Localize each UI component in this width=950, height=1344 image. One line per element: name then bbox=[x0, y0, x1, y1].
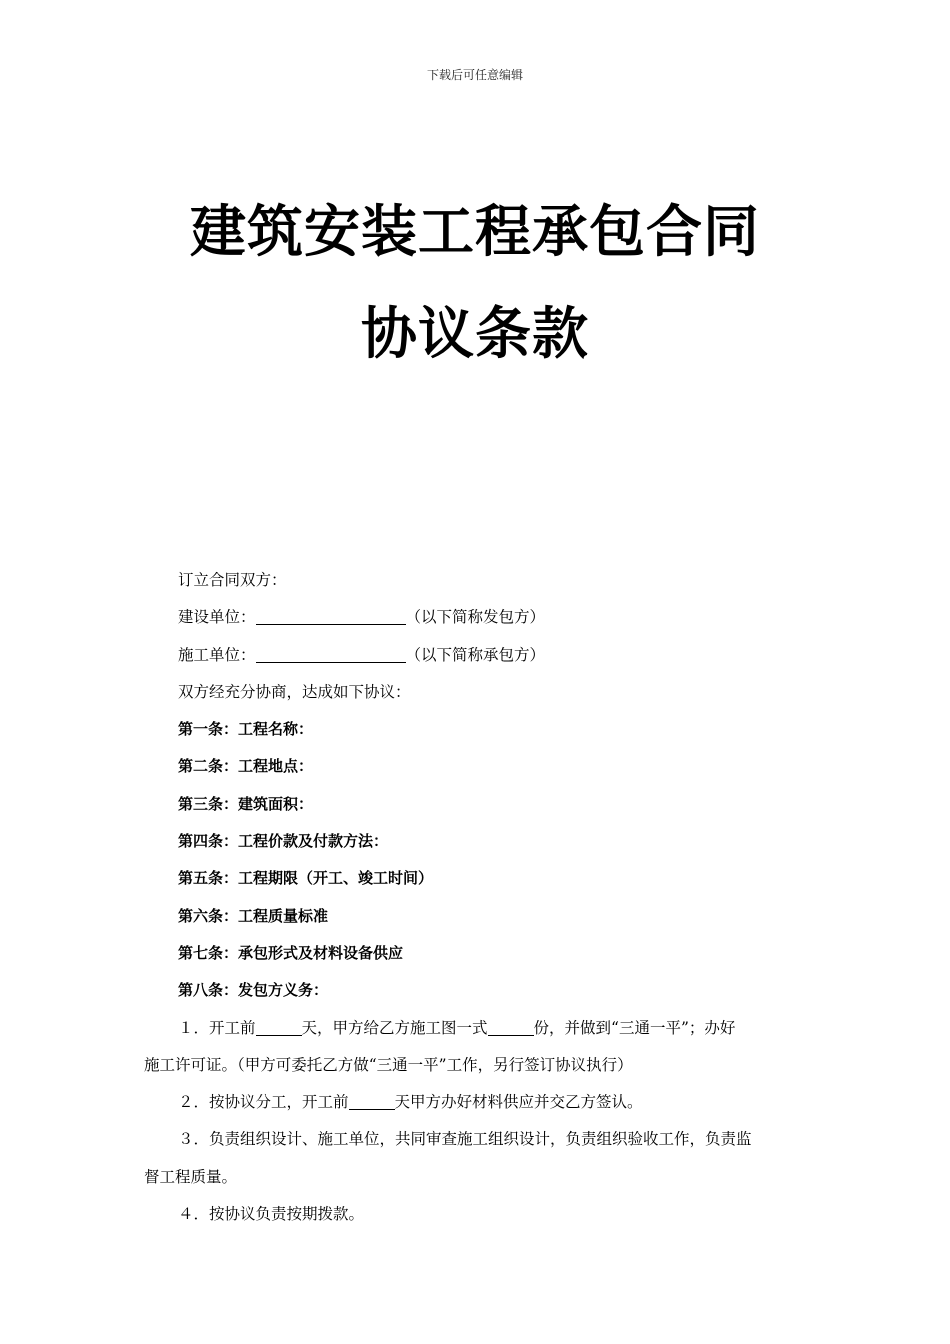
document-title-line1: 建筑安装工程承包合同 bbox=[190, 200, 760, 265]
article-8: 第八条：发包方义务： bbox=[178, 981, 329, 1000]
owner-suffix: （以下简称发包方） bbox=[405, 608, 546, 627]
clause-1-line1 bbox=[144, 1010, 814, 1047]
agreement-line: 双方经充分协商，达成如下协议： bbox=[178, 682, 411, 701]
contractor-label: 施工单位： bbox=[178, 645, 256, 664]
clause-4: ４．按协议负责按期拨款。 bbox=[178, 1205, 365, 1224]
contractor-blank bbox=[256, 646, 406, 663]
owner-label: 建设单位： bbox=[178, 608, 256, 627]
clause-1-text-a: １．开工前 bbox=[178, 1018, 256, 1037]
clause-2-blank-days bbox=[349, 1093, 395, 1110]
contractor-suffix: （以下简称承包方） bbox=[405, 645, 546, 664]
clause-2 bbox=[144, 1084, 814, 1121]
article-1: 第一条：工程名称： bbox=[178, 720, 314, 739]
article-3: 第三条：建筑面积： bbox=[178, 794, 314, 813]
document-body bbox=[144, 562, 814, 1233]
clause-3-line1: ３．负责组织设计、施工单位，共同审查施工组织设计，负责组织验收工作，负责监 bbox=[178, 1130, 752, 1149]
parties-line: 订立合同双方： bbox=[178, 571, 287, 589]
contractor-line bbox=[144, 637, 814, 674]
article-4: 第四条：工程价款及付款方法： bbox=[178, 832, 389, 851]
clause-1-text-c: 份，并做到“三通一平”；办好 bbox=[533, 1018, 736, 1037]
clause-3-line2: 督工程质量。 bbox=[144, 1167, 238, 1186]
clause-1-blank-copies bbox=[488, 1019, 534, 1036]
article-7: 第七条：承包形式及材料设备供应 bbox=[178, 943, 404, 962]
article-6: 第六条：工程质量标准 bbox=[178, 906, 329, 925]
page-header: 下载后可任意编辑 bbox=[426, 68, 523, 82]
clause-2-text-b: 天甲方办好材料供应并交乙方签认。 bbox=[394, 1093, 643, 1112]
clause-1-line2: 施工许可证。（甲方可委托乙方做“三通一平”工作，另行签订协议执行） bbox=[144, 1055, 633, 1074]
article-2: 第二条：工程地点： bbox=[178, 757, 314, 776]
document-title-line2: 协议条款 bbox=[361, 302, 589, 367]
owner-line bbox=[144, 599, 814, 636]
clause-1-text-b: 天，甲方给乙方施工图一式 bbox=[301, 1018, 488, 1037]
clause-2-text-a: ２．按协议分工，开工前 bbox=[178, 1093, 349, 1112]
clause-1-blank-days bbox=[256, 1019, 302, 1036]
owner-blank bbox=[256, 608, 406, 625]
article-5: 第五条：工程期限（开工、竣工时间） bbox=[178, 869, 434, 888]
